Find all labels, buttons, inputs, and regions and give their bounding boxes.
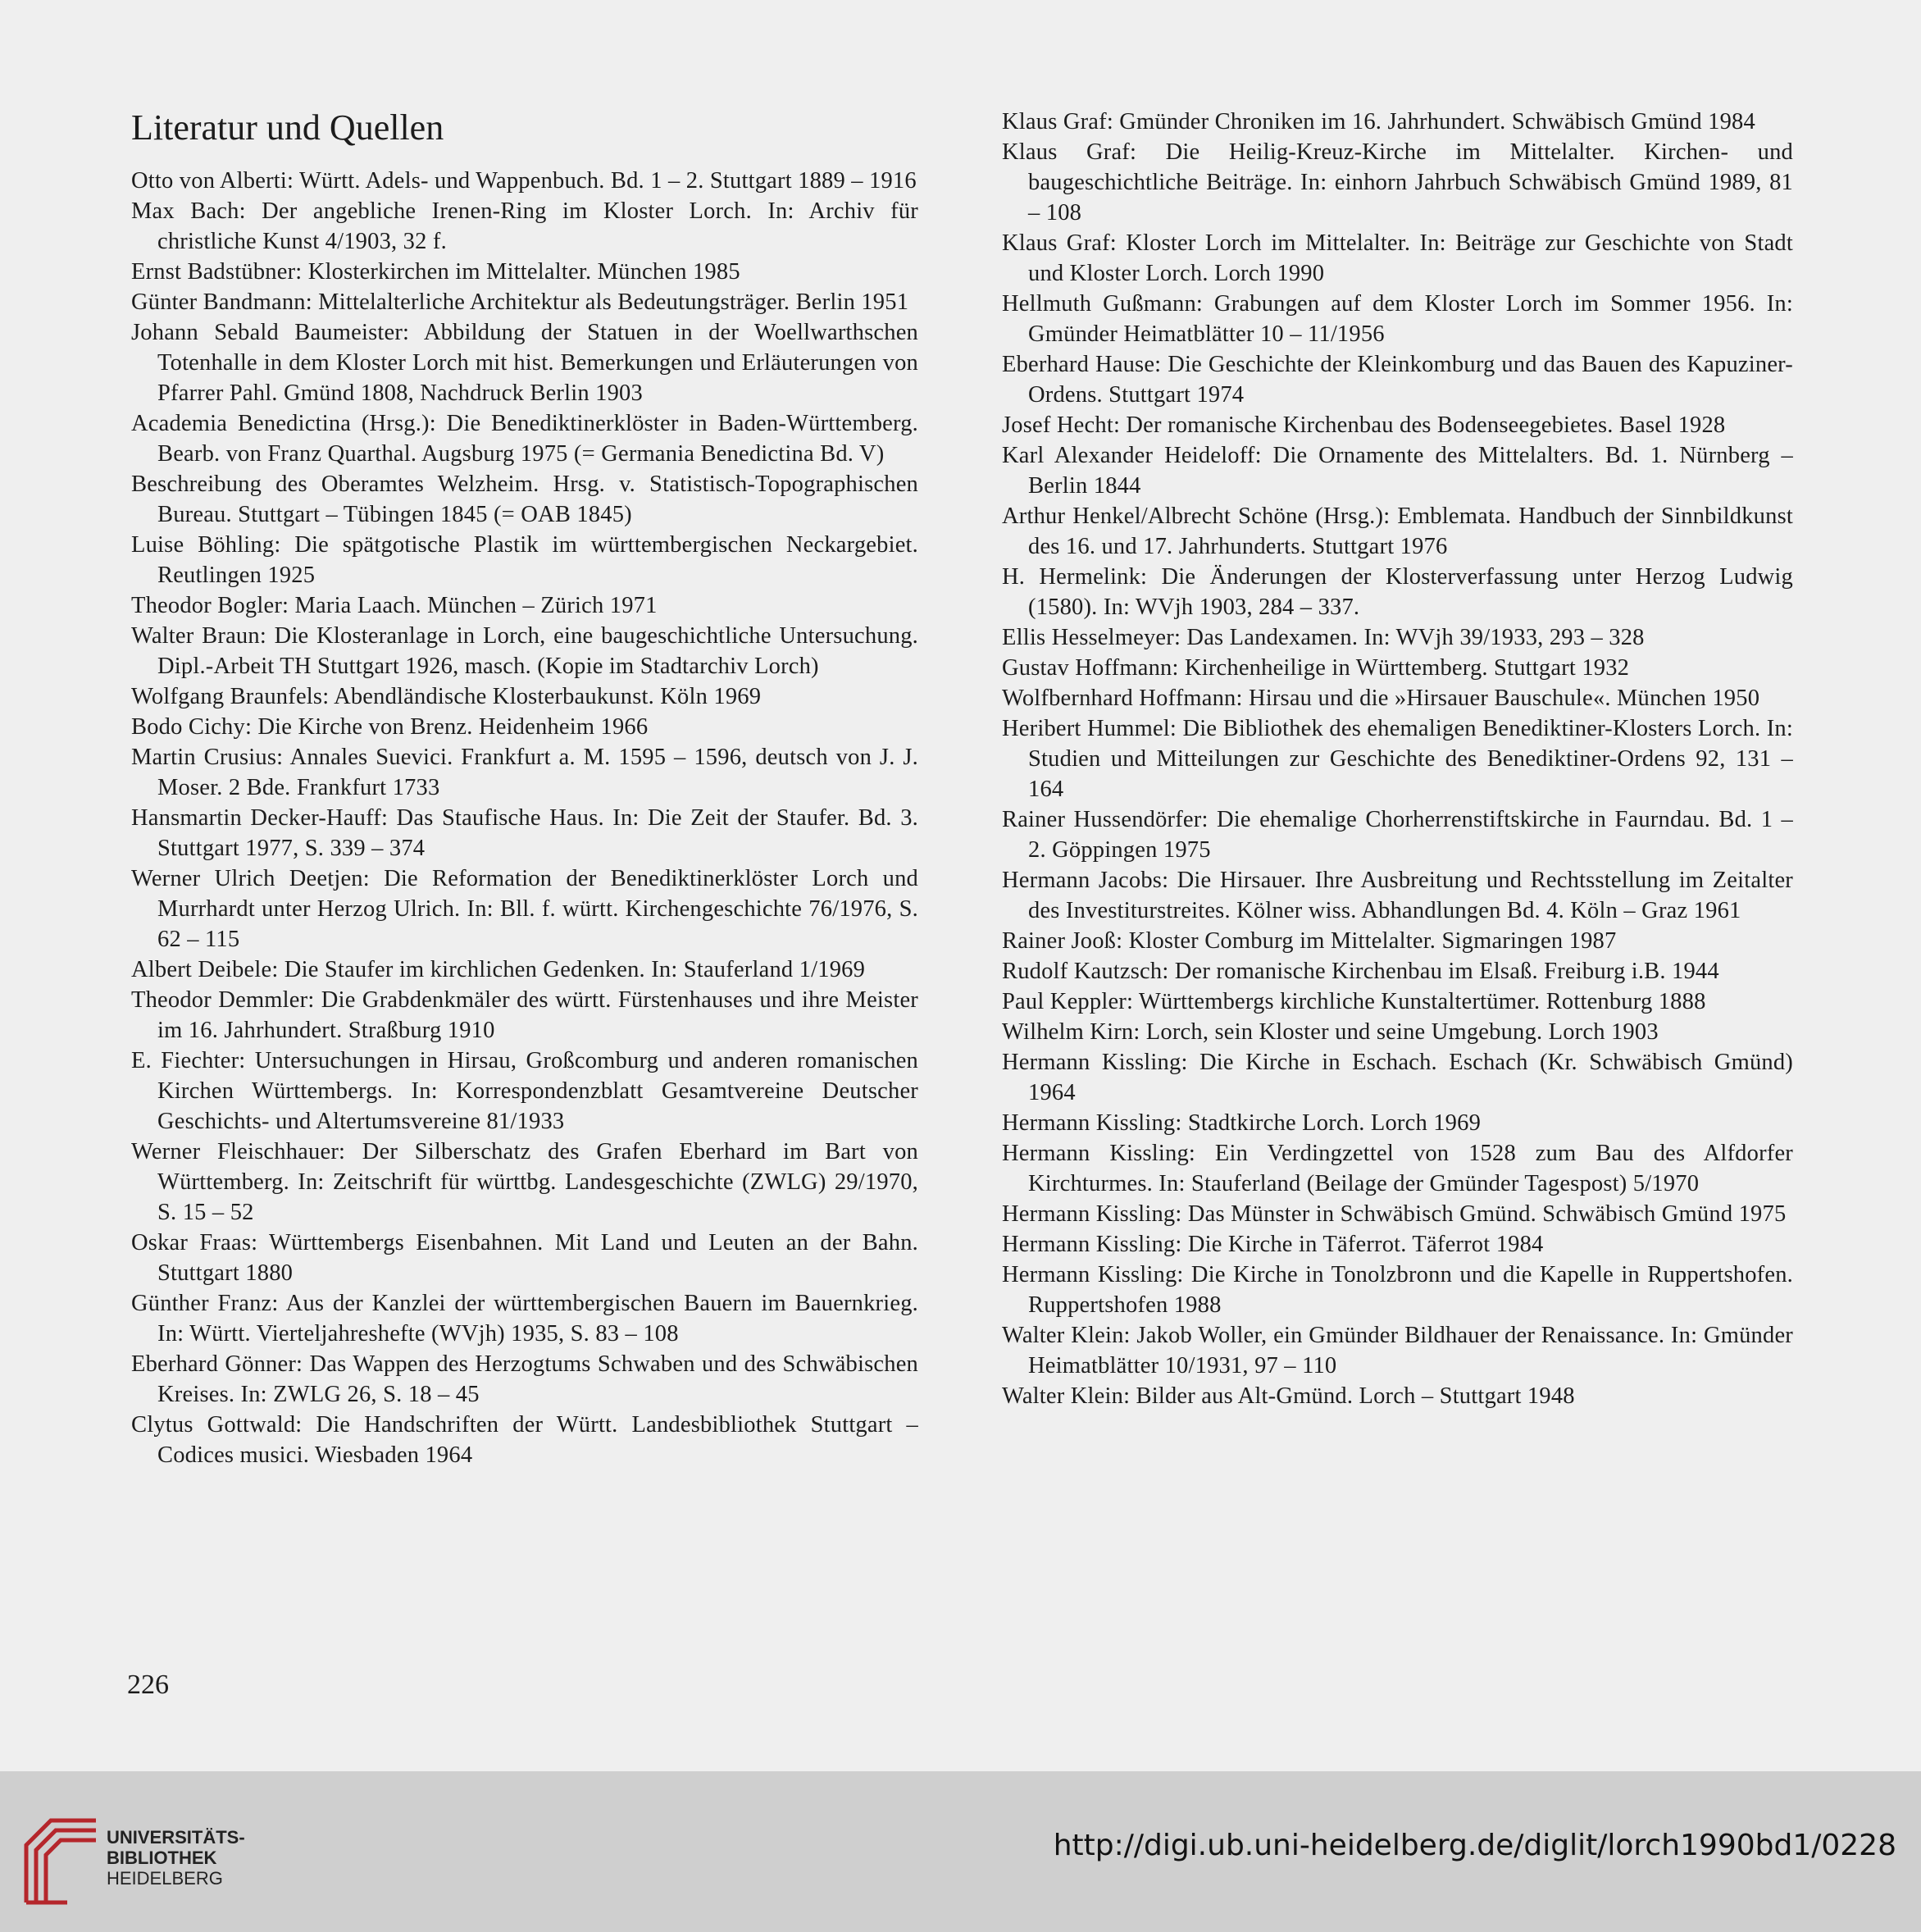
- bibliography-entry: Theodor Bogler: Maria Laach. München – Zürich 1971: [131, 593, 658, 618]
- bibliography-entry: Hermann Kissling: Stadtkirche Lorch. Lorch 1969: [1002, 1110, 1482, 1136]
- library-name-line-1: UNIVERSITÄTS-: [107, 1827, 245, 1848]
- bibliography-entry: Hermann Kissling: Die Kirche in Tonolzbronn und die Kapelle in Ruppertshofen. Ruppertshofen 1988: [1002, 1262, 1793, 1318]
- bibliography-entry: Arthur Henkel/Albrecht Schöne (Hrsg.): Emblemata. Handbuch der Sinnbildkunst des 16. und 17. Jahrhunderts. Stuttgart 1976: [1002, 504, 1793, 559]
- bibliography-entry: Walter Braun: Die Klosteranlage in Lorch, eine baugeschichtliche Untersuchung. Dipl.-Arbeit TH Stuttgart 1926, masch. (Kopie im Stadtarchiv Lorch): [131, 623, 918, 679]
- library-name-line-3: HEIDELBERG: [107, 1868, 223, 1889]
- bibliography-column-left: [131, 166, 918, 1470]
- bibliography-entry: Ernst Badstübner: Klosterkirchen im Mittelalter. München 1985: [131, 259, 740, 285]
- bibliography-entry: Gustav Hoffmann: Kirchenheilige in Württemberg. Stuttgart 1932: [1002, 655, 1630, 681]
- bibliography-entry: Otto von Alberti: Württ. Adels- und Wappenbuch. Bd. 1 – 2. Stuttgart 1889 – 1916: [131, 168, 917, 194]
- bibliography-entry: Klaus Graf: Kloster Lorch im Mittelalter. In: Beiträge zur Geschichte von Stadt und Kloster Lorch. Lorch 1990: [1002, 230, 1793, 286]
- bibliography-entry: Josef Hecht: Der romanische Kirchenbau des Bodenseegebietes. Basel 1928: [1002, 412, 1726, 438]
- bibliography-entry: Hermann Jacobs: Die Hirsauer. Ihre Ausbreitung und Rechtsstellung im Zeitalter des Investiturstreites. Kölner wiss. Abhandlungen Bd. 4. Köln – Graz 1961: [1002, 868, 1793, 923]
- library-name-line-2: BIBLIOTHEK: [107, 1848, 217, 1868]
- bibliography-entry: E. Fiechter: Untersuchungen in Hirsau, Großcomburg und anderen romanischen Kirchen Württembergs. In: Korrespondenzblatt Gesamtvereine Deutscher Geschichts- und Altertumsvereine 81/1933: [131, 1048, 918, 1134]
- bibliography-entry: Hermann Kissling: Die Kirche in Eschach. Eschach (Kr. Schwäbisch Gmünd) 1964: [1002, 1050, 1793, 1105]
- bibliography-entry: Paul Keppler: Württembergs kirchliche Kunstaltertümer. Rottenburg 1888: [1002, 989, 1706, 1014]
- bibliography-entry: Hellmuth Gußmann: Grabungen auf dem Kloster Lorch im Sommer 1956. In: Gmünder Heimatblätter 10 – 11/1956: [1002, 291, 1793, 347]
- bibliography-entry: Hermann Kissling: Die Kirche in Täferrot. Täferrot 1984: [1002, 1232, 1544, 1257]
- bibliography-entry: Oskar Fraas: Württembergs Eisenbahnen. Mit Land und Leuten an der Bahn. Stuttgart 1880: [131, 1230, 918, 1286]
- bibliography-entry: Hansmartin Decker-Hauff: Das Staufische Haus. In: Die Zeit der Staufer. Bd. 3. Stuttgart 1977, S. 339 – 374: [131, 805, 918, 861]
- bibliography-column-right: [1002, 107, 1793, 1411]
- bibliography-entry: Günter Bandmann: Mittelalterliche Architektur als Bedeutungsträger. Berlin 1951: [131, 289, 909, 315]
- bibliography-entry: Max Bach: Der angebliche Irenen-Ring im Kloster Lorch. In: Archiv für christliche Kunst 4/1903, 32 f.: [131, 198, 918, 254]
- bibliography-entry: Luise Böhling: Die spätgotische Plastik im württembergischen Neckargebiet. Reutlingen 1925: [131, 532, 918, 588]
- bibliography-entry: Walter Klein: Bilder aus Alt-Gmünd. Lorch – Stuttgart 1948: [1002, 1383, 1575, 1409]
- bibliography-entry: Karl Alexander Heideloff: Die Ornamente des Mittelalters. Bd. 1. Nürnberg – Berlin 1844: [1002, 443, 1793, 499]
- bibliography-entry: Wolfgang Braunfels: Abendländische Klosterbaukunst. Köln 1969: [131, 684, 762, 709]
- bibliography-entry: Rainer Hussendörfer: Die ehemalige Chorherrenstiftskirche in Faurndau. Bd. 1 – 2. Göppingen 1975: [1002, 807, 1793, 863]
- bibliography-entry: Walter Klein: Jakob Woller, ein Gmünder Bildhauer der Renaissance. In: Gmünder Heimatblätter 10/1931, 97 – 110: [1002, 1323, 1793, 1378]
- bibliography-entry: Martin Crusius: Annales Suevici. Frankfurt a. M. 1595 – 1596, deutsch von J. J. Moser. 2 Bde. Frankfurt 1733: [131, 745, 918, 800]
- bibliography-entry: Clytus Gottwald: Die Handschriften der Württ. Landesbibliothek Stuttgart – Codices musici. Wiesbaden 1964: [131, 1412, 918, 1468]
- bibliography-entry: Hermann Kissling: Ein Verdingzettel von 1528 zum Bau des Alfdorfer Kirchturmes. In: Stauferland (Beilage der Gmünder Tagespost) 5/1970: [1002, 1141, 1793, 1196]
- bibliography-entry: Rainer Jooß: Kloster Comburg im Mittelalter. Sigmaringen 1987: [1002, 928, 1617, 954]
- bibliography-entry: Eberhard Gönner: Das Wappen des Herzogtums Schwaben und des Schwäbischen Kreises. In: ZWLG 26, S. 18 – 45: [131, 1351, 918, 1407]
- bibliography-entry: Klaus Graf: Gmünder Chroniken im 16. Jahrhundert. Schwäbisch Gmünd 1984: [1002, 109, 1755, 134]
- page-heading: Literatur und Quellen: [131, 107, 444, 148]
- bibliography-entry: Theodor Demmler: Die Grabdenkmäler des württ. Fürstenhauses und ihre Meister im 16. Jahrhundert. Straßburg 1910: [131, 987, 918, 1043]
- bibliography-entry: Wolfbernhard Hoffmann: Hirsau und die »Hirsauer Bauschule«. München 1950: [1002, 686, 1760, 711]
- bibliography-entry: Werner Fleischhauer: Der Silberschatz des Grafen Eberhard im Bart von Württemberg. In: Zeitschrift für württbg. Landesgeschichte (ZWLG) 29/1970, S. 15 – 52: [131, 1139, 918, 1225]
- bibliography-entry: Academia Benedictina (Hrsg.): Die Benediktinerklöster in Baden-Württemberg. Bearb. von Franz Quarthal. Augsburg 1975 (= Germania Benedictina Bd. V): [131, 411, 918, 467]
- bibliography-entry: Eberhard Hause: Die Geschichte der Kleinkomburg und das Bauen des Kapuziner-Ordens. Stuttgart 1974: [1002, 352, 1793, 408]
- bibliography-entry: Günther Franz: Aus der Kanzlei der württembergischen Bauern im Bauernkrieg. In: Württ. Vierteljahreshefte (WVjh) 1935, S. 83 – 108: [131, 1291, 918, 1346]
- library-logo-icon: [18, 1812, 100, 1911]
- bibliography-entry: Wilhelm Kirn: Lorch, sein Kloster und seine Umgebung. Lorch 1903: [1002, 1019, 1659, 1045]
- bibliography-entry: Ellis Hesselmeyer: Das Landexamen. In: WVjh 39/1933, 293 – 328: [1002, 625, 1645, 650]
- bibliography-entry: Heribert Hummel: Die Bibliothek des ehemaligen Benediktiner-Klosters Lorch. In: Studien und Mitteilungen zur Geschichte des Benediktiner-Ordens 92, 131 – 164: [1002, 716, 1793, 802]
- bibliography-entry: Werner Ulrich Deetjen: Die Reformation der Benediktinerklöster Lorch und Murrhardt unter Herzog Ulrich. In: Bll. f. württ. Kirchengeschichte 76/1976, S. 62 – 115: [131, 866, 918, 952]
- bibliography-entry: Beschreibung des Oberamtes Welzheim. Hrsg. v. Statistisch-Topographischen Bureau. Stuttgart – Tübingen 1845 (= OAB 1845): [131, 472, 918, 527]
- page-number: 226: [127, 1670, 169, 1700]
- bibliography-entry: Albert Deibele: Die Staufer im kirchlichen Gedenken. In: Stauferland 1/1969: [131, 957, 866, 982]
- bibliography-entry: Hermann Kissling: Das Münster in Schwäbisch Gmünd. Schwäbisch Gmünd 1975: [1002, 1201, 1787, 1227]
- bibliography-entry: Johann Sebald Baumeister: Abbildung der Statuen in der Woellwarthschen Totenhalle in dem Kloster Lorch mit hist. Bemerkungen und Erläuterungen von Pfarrer Pahl. Gmünd 1808, Nachdruck Berlin 1903: [131, 320, 918, 406]
- library-name: [107, 1827, 245, 1889]
- bibliography-entry: H. Hermelink: Die Änderungen der Klosterverfassung unter Herzog Ludwig (1580). In: WVjh 1903, 284 – 337.: [1002, 564, 1793, 620]
- library-footer: [0, 1771, 1921, 1932]
- bibliography-entry: Rudolf Kautzsch: Der romanische Kirchenbau im Elsaß. Freiburg i.B. 1944: [1002, 959, 1719, 984]
- bibliography-entry: Bodo Cichy: Die Kirche von Brenz. Heidenheim 1966: [131, 714, 649, 740]
- bibliography-entry: Klaus Graf: Die Heilig-Kreuz-Kirche im Mittelalter. Kirchen- und baugeschichtliche Beiträge. In: einhorn Jahrbuch Schwäbisch Gmünd 1989, 81 – 108: [1002, 139, 1793, 226]
- source-url-link[interactable]: http://digi.ub.uni-heidelberg.de/diglit/lorch1990bd1/0228: [1053, 1829, 1896, 1862]
